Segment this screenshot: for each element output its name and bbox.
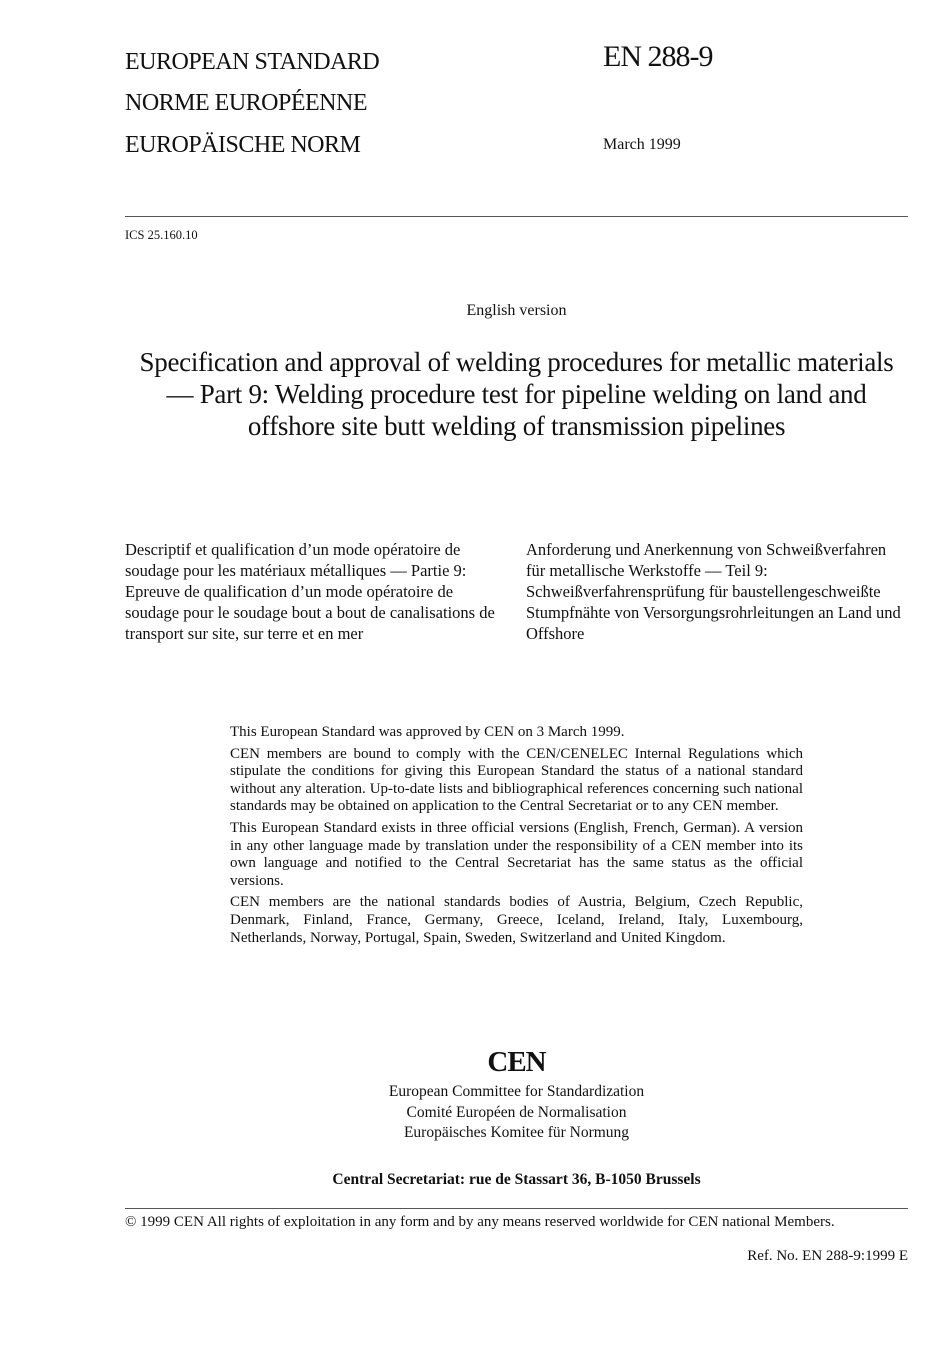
copyright-notice: © 1999 CEN All rights of exploitation in any form and by any means reserved worldwide for CEN national Members.: [125, 1214, 835, 1230]
cen-name-german: Europäisches Komitee für Normung: [403, 1124, 630, 1141]
cen-name-english: European Committee for Standardization: [388, 1083, 645, 1100]
cen-logo: CEN: [487, 1046, 546, 1078]
french-title: Descriptif et qualification d’un mode opératoire de soudage pour les matériaux métalliques — Partie 9: Epreuve de qualification d’un mode opératoire de soudage pour le soudage bout a bout de canalisations de transport sur site, sur terre et en mer: [125, 540, 495, 643]
version-label: English version: [466, 302, 567, 319]
title-english: EUROPEAN STANDARD: [125, 49, 380, 75]
note-compliance: CEN members are bound to comply with the CEN/CENELEC Internal Regulations which stipulate the conditions for giving this European Standard the status of a national standard without any alteration. Up-to-date lists and bibliographical references concerning such national standards may be obtained on application to the Central Secretariat or to any CEN member.: [230, 745, 803, 815]
header-divider: [125, 216, 908, 217]
cen-name-french: Comité Européen de Normalisation: [406, 1103, 627, 1121]
reference-number: Ref. No. EN 288-9:1999 E: [747, 1248, 908, 1264]
german-title: Anforderung und Anerkennung von Schweißverfahren für metallische Werkstoffe — Teil 9: Schweißverfahrensprüfung für baustellengeschweißte Stumpfnähte von Versorgungsrohrleitungen an Land und Offshore: [526, 540, 901, 643]
note-versions: This European Standard exists in three official versions (English, French, German). A version in any other language made by translation under the responsibility of a CEN member into its own language and notified to the Central Secretariat has the same status as the official versions.: [230, 819, 803, 889]
note-approval: This European Standard was approved by CEN on 3 March 1999.: [230, 724, 625, 740]
cen-names: [0, 1082, 950, 1144]
footer-divider: [125, 1208, 908, 1209]
central-secretariat: Central Secretariat: rue de Stassart 36, B-1050 Brussels: [332, 1171, 701, 1188]
main-title: Specification and approval of welding procedures for metallic materials — Part 9: Welding procedure test for pipeline welding on land and offshore site butt welding of transmission pipelines: [139, 347, 894, 441]
title-french: NORME EUROPÉENNE: [125, 90, 367, 116]
approval-notes: [230, 724, 803, 951]
note-members: CEN members are the national standards bodies of Austria, Belgium, Czech Republic, Denmark, Finland, France, Germany, Greece, Iceland, Ireland, Italy, Luxembourg, Netherlands, Norway, Portugal, Spain, Sweden, Switzerland and United Kingdom.: [230, 894, 803, 946]
title-german: EUROPÄISCHE NORM: [125, 132, 361, 158]
standard-number: EN 288-9: [603, 40, 713, 73]
publication-date: March 1999: [603, 136, 681, 153]
ics-code: ICS 25.160.10: [125, 228, 198, 242]
